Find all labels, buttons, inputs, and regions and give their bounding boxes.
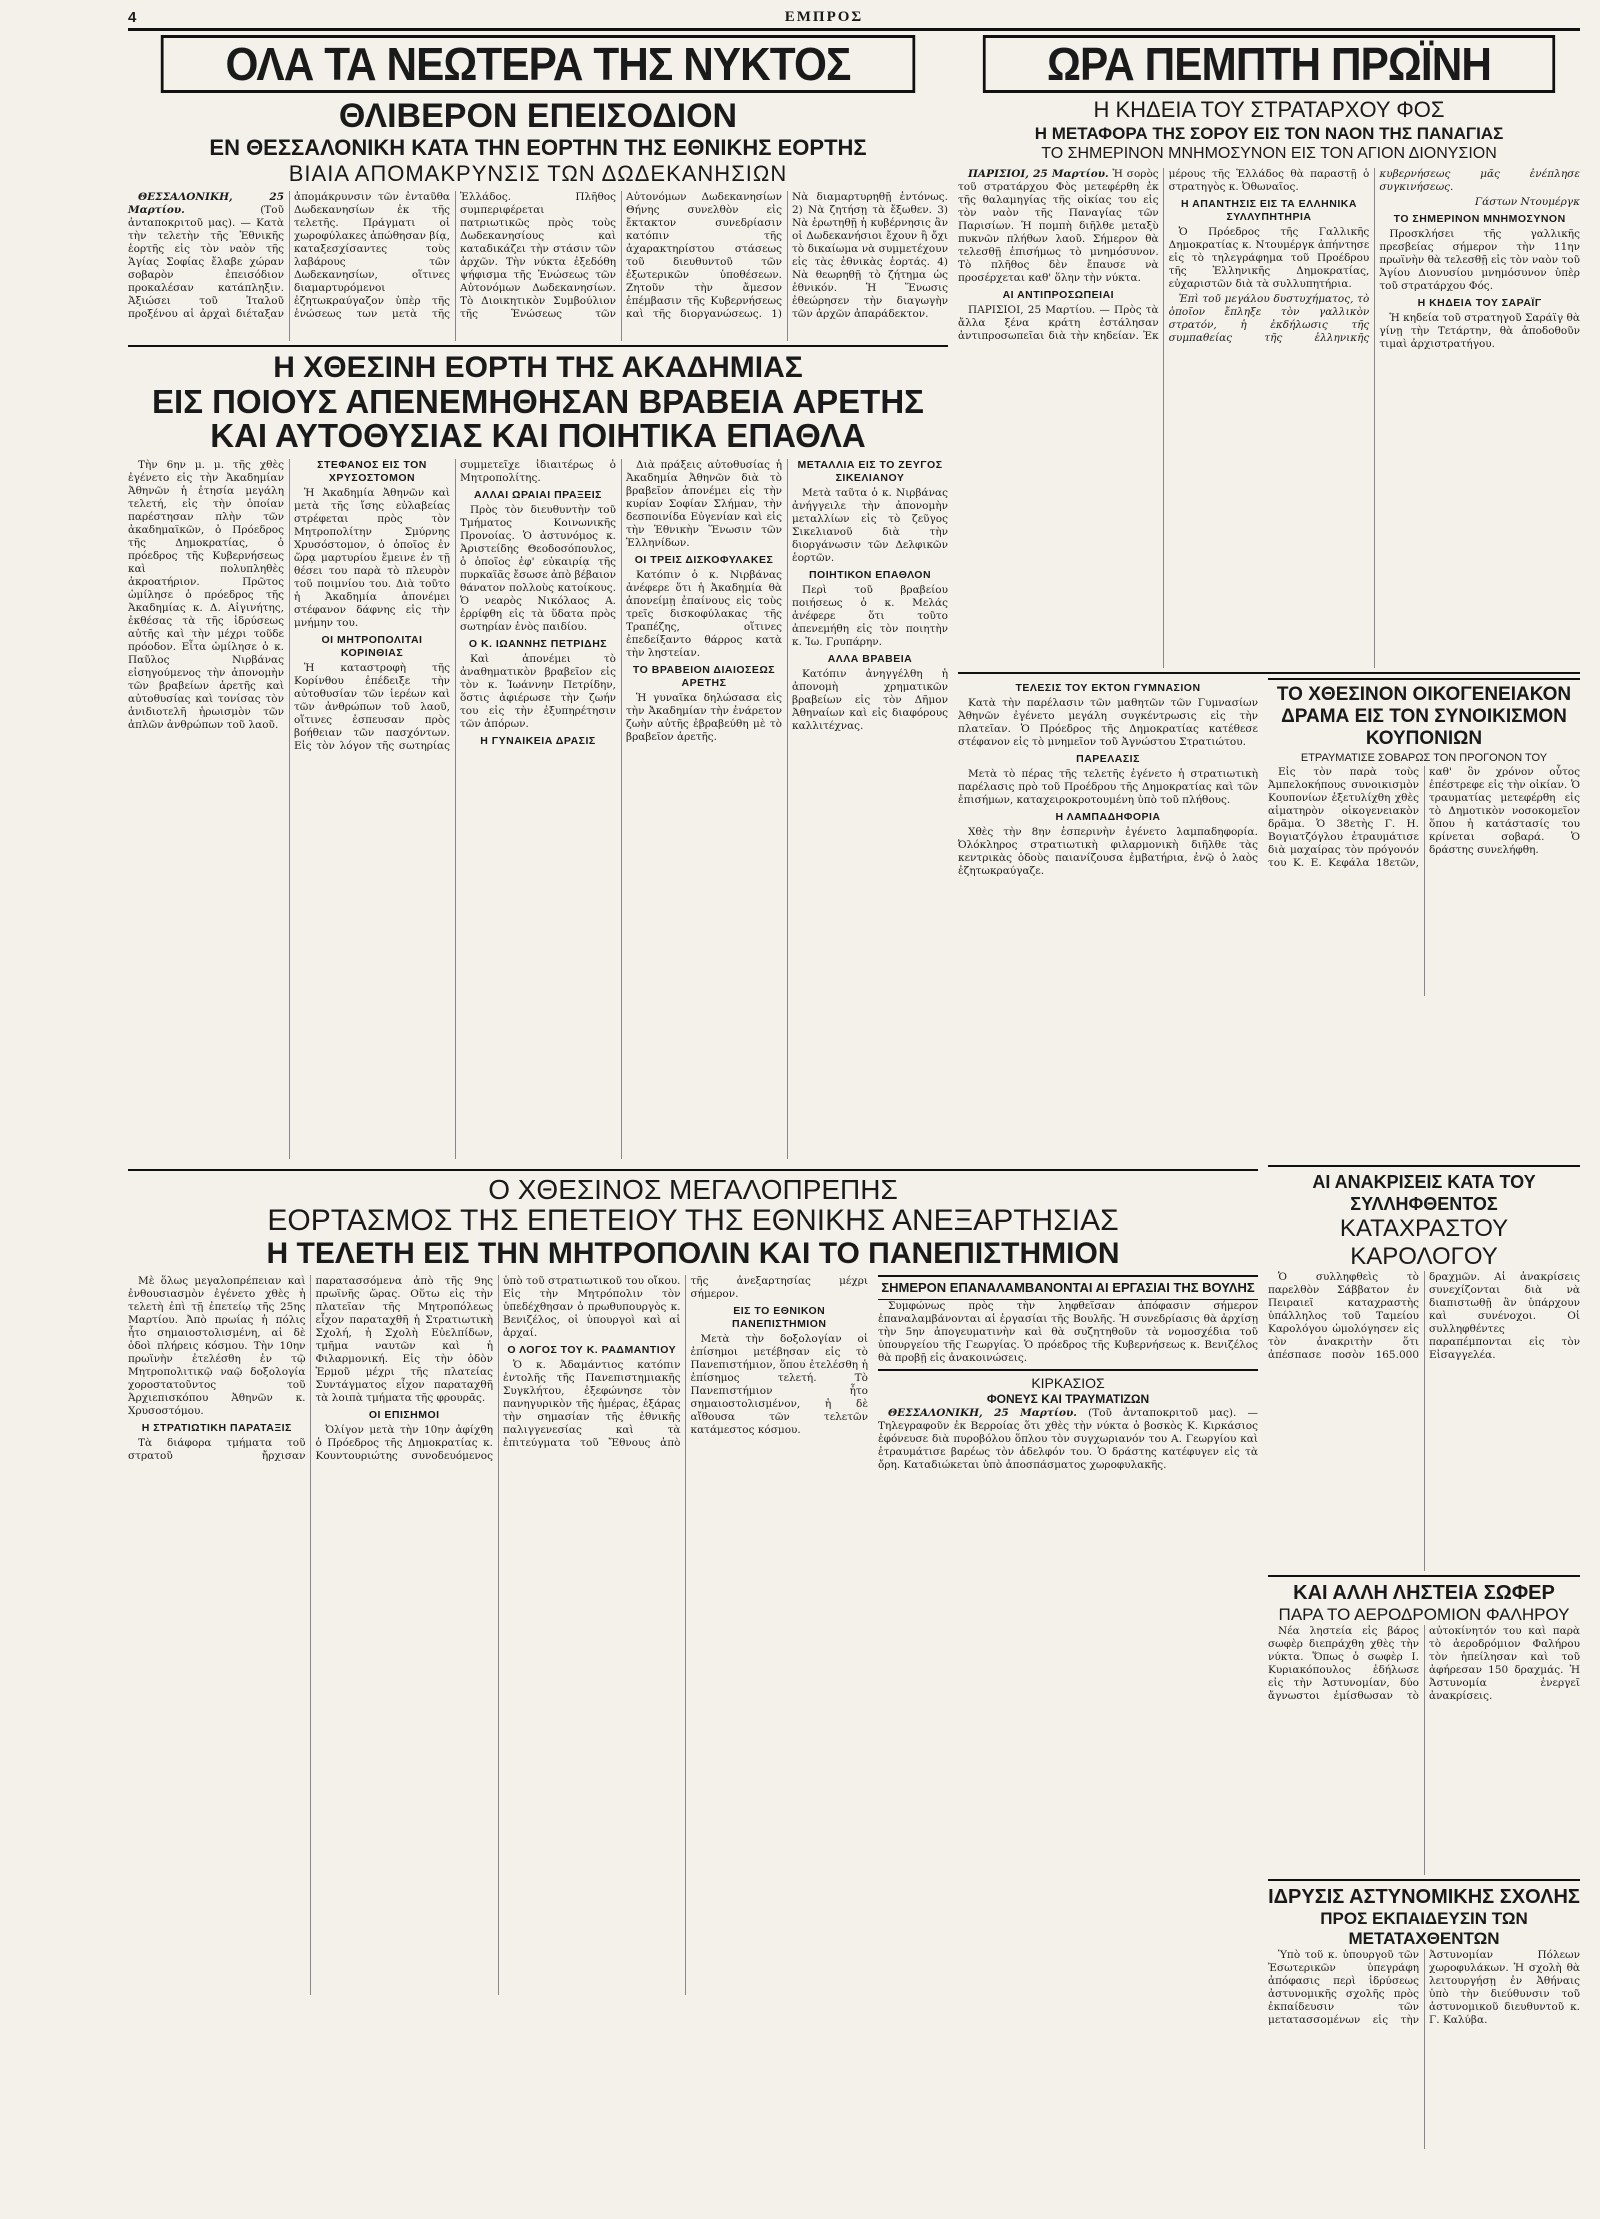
school-headline: ΙΔΡΥΣΙΣ ΑΣΤΥΝΟΜΙΚΗΣ ΣΧΟΛΗΣ (1268, 1886, 1580, 1908)
academy-sub6: ΟΙ ΤΡΕΙΣ ΔΙΣΚΟΦΥΛΑΚΕΣ (634, 554, 774, 566)
academy-p4: Πρὸς τὸν διευθυντὴν τοῦ Τμήματος Κοινωνικῆς Προνοίας. Ὁ ἀστυνόμος κ. Ἀριστείδης Θεοδοσόπουλος, ὁ ὁποῖος ἐφ' εὐκαιρίᾳ τῆς πυρκαϊᾶς ἔσωσε ἀπὸ βέβαιον θάνατον πολλοὺς κατοίκους. Ὁ νεαρὸς Νικόλαος Α. ἐρρίφθη εἰς τὰ ὕδατα πρὸς σωτηρίαν ἑνὸς παιδίου. (460, 504, 616, 633)
chamber-headline: ΣΗΜΕΡΟΝ ΕΠΑΝΑΛΑΜΒΑΝΟΝΤΑΙ ΑΙ ΕΡΓΑΣΙΑΙ ΤΗΣ ΒΟΥΛΗΣ (878, 1275, 1258, 1300)
memorial-sub1: ΤΕΛΕΣΙΣ ΤΟΥ ΕΚΤΟΝ ΓΥΜΝΑΣΙΟΝ (1015, 682, 1201, 694)
robbery-headline: ΑΙ ΑΝΑΚΡΙΣΕΙΣ ΚΑΤΑ ΤΟΥ ΣΥΛΛΗΦΘΕΝΤΟΣ (1268, 1165, 1580, 1215)
celebration-sub3: Ο ΛΟΓΟΣ ΤΟΥ Κ. ΡΑΔΜΑΝΤΙΟΥ (507, 1344, 677, 1356)
driver-deck: ΠΑΡΑ ΤΟ ΑΕΡΟΔΡΟΜΙΟΝ ΦΑΛΗΡΟΥ (1278, 1605, 1570, 1624)
celebration-sub2: ΟΙ ΕΠΙΣΗΜΟΙ (368, 1409, 440, 1421)
academy-sub4: Ο Κ. ΙΩΑΝΝΗΣ ΠΕΤΡΙΔΗΣ (468, 638, 608, 650)
memorial-p1: Κατὰ τὴν παρέλασιν τῶν μαθητῶν τῶν Γυμνασίων Ἀθηνῶν ἐγένετο μεγάλη συγκέντρωσις εἰς τὴν πλατεῖαν. Ὁ Πρόεδρος τῆς Δημοκρατίας κατέθεσε στέφανον εἰς τὸ μνημεῖον τοῦ Ἀγνώστου Στρατιώτου. (958, 697, 1258, 748)
funeral-text: Ἡ σορὸς τοῦ στρατάρχου Φὸς μετεφέρθη ἐκ τῆς θαλαμηγίας τῆς οἰκίας του εἰς τὸν ναὸν τῆς Παναγίας τῶν Παρισίων. Ἡ πομπὴ διῆλθε μεταξὺ πυκνῶν πλήθων λαοῦ. Σήμερον θὰ τελεσθῇ ἐπισήμως τὸ μνημόσυνον. Τὸ πλῆθος δὲν ἔπαυσε νὰ προσέρχεται καθ' ὅλην τὴν νύκτα. (958, 168, 1159, 284)
academy-sub2: ΟΙ ΜΗΤΡΟΠΟΛΙΤΑΙ ΚΟΡΙΝΘΙΑΣ (321, 634, 423, 659)
celebration-p4: Ὁ κ. Ἀδαμάντιος κατόπιν ἐντολῆς τῆς Πανεπιστημιακῆς Συγκλήτου, ἐξεφώνησε τὸν πανηγυρικὸν τῆς ἡμέρας, ἐξάρας τὴν σημασίαν τῆς ἐθνικῆς παλιγγενεσίας καὶ τὰ ἐπιτεύγματα τοῦ Ἔθνους ἀπὸ τῆς ἀνεξαρτησίας μέχρι σήμερον. (503, 1275, 868, 1449)
right-lower-block (1268, 1165, 1580, 2149)
funeral-dateline: ΠΑΡΙΣΙΟΙ, 25 Μαρτίου. (968, 168, 1109, 180)
school-text: Ὑπὸ τοῦ κ. ὑπουργοῦ τῶν Ἐσωτερικῶν ὑπεγράφη ἀπόφασις περὶ ἱδρύσεως ἀστυνομικῆς σχολῆς πρὸς ἐκπαίδευσιν τῶν μετατασσομένων εἰς τὴν Ἀστυνομίαν Πόλεων χωροφυλάκων. Ἡ σχολὴ θὰ λειτουργήσῃ ἐν Ἀθήναις ὑπὸ τὴν διεύθυνσιν τοῦ ἀστυνομικοῦ διευθυντοῦ κ. Γ. Καλύβα. (1268, 1949, 1580, 2026)
center-column (878, 1275, 1258, 1995)
academy-sub3: ΑΛΛΑΙ ΩΡΑΙΑΙ ΠΡΑΞΕΙΣ (474, 489, 602, 501)
academy-p11: Κατόπιν ἀνηγγέλθη ἡ ἀπονομὴ χρηματικῶν βραβείων εἰς τὸν Δῆμον Ἀθηναίων καὶ εἰς διαφόρους καλλιτέχνας. (792, 668, 948, 732)
funeral-quote: Ἐπὶ τοῦ μεγάλου δυστυχήματος, τὸ ὁποῖον ἔπληξε τὸν γαλλικὸν στρατόν, ἡ ἐκδήλωσις τῆς συμπαθείας τῆς ἑλληνικῆς κυβερνήσεως μᾶς ἐνέπλησε συγκινήσεως. (1168, 168, 1580, 344)
masthead: ΕΜΠΡΟΣ (784, 8, 864, 25)
incident-dateline: ΘΕΣΣΑΛΟΝΙΚΗ, 25 Μαρτίου. (128, 191, 284, 216)
divider (1268, 1879, 1580, 1881)
divider (128, 1169, 1258, 1171)
funeral-p4: Προσκλήσει τῆς γαλλικῆς πρεσβείας σήμερον τὴν 11ην πρωϊνὴν θὰ τελεσθῇ εἰς τὸν ναὸν τοῦ Ἁγίου Διονυσίου μνημόσυνον ὑπὲρ τοῦ στρατάρχου Φός. (1379, 228, 1580, 292)
funeral-p5: Ἡ κηδεία τοῦ στρατηγοῦ Σαράϊγ θὰ γίνῃ τὴν Τετάρτην, θὰ ἀποδοθοῦν τιμαὶ ἀρχιστρατήγου. (1379, 312, 1580, 350)
divider (1268, 1575, 1580, 1577)
driver-headline: ΚΑΙ ΑΛΛΗ ΛΗΣΤΕΙΑ ΣΩΦΕΡ (1293, 1582, 1555, 1604)
school-deck: ΠΡΟΣ ΕΚΠΑΙΔΕΥΣΙΝ ΤΩΝ ΜΕΤΑΤΑΧΘΕΝΤΩΝ (1320, 1909, 1528, 1948)
academy-p10: Περὶ τοῦ βραβείου ποιήσεως ὁ κ. Μελάς ἀνέφερε ὅτι τοῦτο ἀπενεμήθη εἰς τὸν ποιητὴν κ. Ἰω. Γρυπάρην. (792, 584, 948, 648)
memorial-sub2: ΠΑΡΕΛΑΣΙΣ (1076, 753, 1140, 765)
right-section (958, 35, 1580, 1159)
family-headline: ΤΟ ΧΘΕΣΙΝΟΝ ΟΙΚΟΓΕΝΕΙΑΚΟΝ ΔΡΑΜΑ ΕΙΣ ΤΟΝ ΣΥΝΟΙΚΙΣΜΟΝ ΚΟΥΠΟΝΙΩΝ (1268, 678, 1580, 750)
driver-text: Νέα ληστεία εἰς βάρος σωφὲρ διεπράχθη χθὲς τὴν νύκτα. Ὅπως ὁ σωφὲρ Ι. Κυριακόπουλος ἐδήλωσε εἰς τὴν Ἀστυνομίαν, δύο ἄγνωστοι ἐμίσθωσαν τὸ αὐτοκίνητόν του καὶ παρὰ τὸ ἀεροδρόμιον Φαλήρου τὸν ἠπείλησαν καὶ τοῦ ἀφήρεσαν 150 δραχμάς. Ἡ Ἀστυνομία ἐνεργεῖ ἀνακρίσεις. (1268, 1625, 1580, 1702)
right-banner: ΩΡΑ ΠΕΜΠΤΗ ΠΡΩΪΝΗ (983, 35, 1555, 93)
family-text: Εἰς τὸν παρὰ τοὺς Ἀμπελοκήπους συνοικισμὸν Κουπονίων ἐξετυλίχθη χθὲς αἱματηρὸν οἰκογενειακὸν δρᾶμα. Ὁ 38ετὴς Γ. Η. Βογιατζόγλου ἐτραυμάτισε διὰ μαχαίρας τὸν πρόγονόν του Κ. Ε. Κεφάλα 18ετῶν, καθ' ὃν χρόνον οὗτος ἐπέστρεφε εἰς τὴν οἰκίαν. Ὁ τραυματίας μετεφέρθη εἰς τὸ Δημοτικὸν νοσοκομεῖον ὅπου ἡ κατάστασίς του κρίνεται σοβαρά. Ὁ δράστης συνελήφθη. (1268, 766, 1580, 869)
academy-p3: Ἡ καταστροφὴ τῆς Κορίνθου ἐπέδειξε τὴν αὐτοθυσίαν τῶν ἱερέων καὶ τῶν ἀνθρώπων τοῦ λαοῦ, οἵτινες ἐσπευσαν πρὸς βοήθειαν τῶν πασχόντων. Εἰς τὸν λόγον τῆς σωτηρίας συμμετεῖχε ἰδιαιτέρως ὁ Μητροπολίτης. (294, 459, 616, 752)
celebration-body (128, 1275, 868, 1995)
academy-p7: Κατόπιν ὁ κ. Νιρβάνας ἀνέφερε ὅτι ἡ Ἀκαδημία θὰ ἀπονείμῃ ἐπαίνους εἰς τοὺς τρεῖς δισκοφύλακας τῆς Τραπέζης, οἵτινες ἐπεδείξαντο θάρρος κατὰ τὴν ληστείαν. (626, 569, 782, 659)
kirkasios-dateline: ΘΕΣΣΑΛΟΝΙΚΗ, 25 Μαρτίου. (888, 1407, 1077, 1419)
academy-p8: Ἡ γυναῖκα δηλώσασα εἰς τὴν Ἀκαδημίαν τὴν ἐνάρετον ζωὴν αὐτῆς ἐβραβεύθη μὲ τὸ βραβεῖον ἀρετῆς. (626, 692, 782, 743)
academy-deck: ΕΙΣ ΠΟΙΟΥΣ ΑΠΕΝΕΜΗΘΗΣΑΝ ΒΡΑΒΕΙΑ ΑΡΕΤΗΣ ΚΑΙ ΑΥΤΟΘΥΣΙΑΣ ΚΑΙ ΠΟΙΗΤΙΚΑ ΕΠΑΘΛΑ (152, 383, 924, 454)
funeral-sub2: Η ΑΠΑΝΤΗΣΙΣ ΕΙΣ ΤΑ ΕΛΛΗΝΙΚΑ ΣΥΛΛΥΠΗΤΗΡΙΑ (1181, 198, 1357, 223)
academy-p5: Καὶ ἀπονέμει τὸ ἀναθηματικὸν βραβεῖον εἰς τὸν κ. Ἰωάννην Πετρίδην, ὅστις ἀφιέρωσε τὴν ζωήν του εἰς τὴν ἐξυπηρέτησιν τῶν ἀπόρων. (460, 653, 616, 730)
driver-body (1268, 1625, 1580, 1875)
kirkasios-headline: ΚΙΡΚΑΣΙΟΣ (1031, 1375, 1105, 1391)
left-section (128, 35, 948, 1159)
funeral-signature: Γάστων Ντουμέργκ (1474, 196, 1580, 208)
funeral-sub1: ΑΙ ΑΝΤΙΠΡΟΣΩΠΕΙΑΙ (1002, 289, 1115, 301)
celebration-headline: Ο ΧΘΕΣΙΝΟΣ ΜΕΓΑΛΟΠΡΕΠΗΣ (488, 1174, 898, 1205)
family-drama-block (1268, 678, 1580, 996)
funeral-p2: ΠΑΡΙΣΙΟΙ, 25 Μαρτίου. — Πρὸς τὰ ἄλλα ξένα κράτη ἐστάλησαν ἀντιπροσωπεῖαι διὰ τὴν κηδείαν. Ἐκ μέρους τῆς Ἑλλάδος θὰ παραστῇ ὁ στρατηγὸς κ. Ὀθωναῖος. (958, 168, 1370, 342)
divider (958, 672, 1580, 674)
page-header (128, 6, 1580, 31)
page-number: 4 (128, 8, 137, 26)
incident-headline: ΘΛΙΒΕΡΟΝ ΕΠΕΙΣΟΔΙΟΝ (338, 97, 738, 135)
academy-sub8: ΜΕΤΑΛΛΙΑ ΕΙΣ ΤΟ ΖΕΥΓΟΣ ΣΙΚΕΛΙΑΝΟΥ (797, 459, 943, 484)
school-body (1268, 1949, 1580, 2149)
academy-sub1: ΣΤΕΦΑΝΟΣ ΕΙΣ ΤΟΝ ΧΡΥΣΟΣΤΟΜΟΝ (317, 459, 427, 484)
celebration-deck-1: ΕΟΡΤΑΣΜΟΣ ΤΗΣ ΕΠΕΤΕΙΟΥ ΤΗΣ ΕΘΝΙΚΗΣ ΑΝΕΞΑΡΤΗΣΙΑΣ (267, 1204, 1119, 1237)
funeral-sub3: ΤΟ ΣΗΜΕΡΙΝΟΝ ΜΝΗΜΟΣΥΝΟΝ (1393, 213, 1566, 225)
lower-section (128, 1165, 1580, 2149)
kirkasios-text: (Τοῦ ἀνταποκριτοῦ μας). — Τηλεγραφοῦν ἐκ Βερροίας ὅτι χθὲς τὴν νύκτα ὁ βοσκὸς Κ. Κιρκάσιος ἐφόνευσε διὰ πυροβόλου ὅπλου τὸν συγχωριανόν του Α. Γεωργίου καὶ ἐτραυμάτισε βαρέως τὸν ἀδελφόν του. Ὁ δράστης κατέφυγεν εἰς τὰ ὄρη. Καταδιώκεται ὑπὸ ἀποσπάσματος χωροφυλακῆς. (878, 1407, 1258, 1471)
academy-p9: Μετὰ ταῦτα ὁ κ. Νιρβάνας ἀνήγγειλε τὴν ἀπονομὴν μεταλλίων εἰς τὸ ζεῦγος Σικελιανοῦ διὰ τὴν διοργάνωσιν τῶν Δελφικῶν ἑορτῶν. (792, 487, 948, 564)
incident-deck-2: ΒΙΑΙΑ ΑΠΟΜΑΚΡΥΝΣΙΣ ΤΩΝ ΔΩΔΕΚΑΝΗΣΙΩΝ (288, 161, 788, 186)
family-body (1268, 766, 1580, 996)
funeral-headline: Η ΚΗΔΕΙΑ ΤΟΥ ΣΤΡΑΤΑΡΧΟΥ ΦΟΣ (1093, 97, 1445, 122)
memorial-p2: Μετὰ τὸ πέρας τῆς τελετῆς ἐγένετο ἡ στρατιωτικὴ παρέλασις πρὸ τοῦ Προέδρου τῆς Δημοκρατίας καὶ τῶν ἐπισήμων, καταχειροκροτουμένη ὑπὸ τοῦ πλήθους. (958, 768, 1258, 806)
chamber-text: Συμφώνως πρὸς τὴν ληφθεῖσαν ἀπόφασιν σήμερον ἐπαναλαμβάνονται αἱ ἐργασίαι τῆς Βουλῆς. Ἡ συνεδρίασις θὰ ἀρχίσῃ τὴν 5ην ἀπογευματινὴν καὶ θὰ συζητηθοῦν τὰ νομοσχέδια τοῦ ὑπουργείου τῆς Γεωργίας. Ὁ πρόεδρος τῆς Κυβερνήσεως κ. Βενιζέλος θὰ προβῇ εἰς ἀνακοινώσεις. (878, 1300, 1258, 1364)
academy-sub5: Η ΓΥΝΑΙΚΕΙΑ ΔΡΑΣΙΣ (480, 735, 596, 747)
top-section (128, 35, 1580, 1159)
celebration-columns (128, 1275, 1258, 1995)
robbery-text: Ὁ συλληφθεὶς τὸ παρελθὸν Σάββατον ἐν Πειραιεῖ καταχραστὴς ὑπάλληλος τοῦ Ταμείου Καρολόγου ὡμολόγησεν εἰς τὸν ἀνακριτὴν ὅτι ἀπέσπασε ποσὸν 165.000 δραχμῶν. Αἱ ἀνακρίσεις συνεχίζονται διὰ νὰ διαπιστωθῇ ἂν ὑπάρχουν καὶ συνένοχοι. Οἱ συλληφθέντες παραπέμπονται εἰς τὸν Εἰσαγγελέα. (1268, 1271, 1580, 1361)
celebration-sub4: ΕΙΣ ΤΟ ΕΘΝΙΚΟΝ ΠΑΝΕΠΙΣΤΗΜΙΟΝ (732, 1305, 827, 1330)
celebration-block (128, 1165, 1258, 2149)
celebration-deck-2: Η ΤΕΛΕΤΗ ΕΙΣ ΤΗΝ ΜΗΤΡΟΠΟΛΙΝ ΚΑΙ ΤΟ ΠΑΝΕΠΙΣΤΗΜΙΟΝ (266, 1237, 1120, 1270)
divider (878, 1369, 1258, 1371)
celebration-p3: Ὀλίγον μετὰ τὴν 10ην ἀφίχθη ὁ Πρόεδρος τῆς Δημοκρατίας κ. Κουντουριώτης συνοδευόμενος ὑπὸ τοῦ στρατιωτικοῦ του οἴκου. Εἰς τὴν Μητρόπολιν τὸν ὑπεδέχθησαν ὁ πρωθυπουργὸς κ. Βενιζέλος, οἱ ὑπουργοὶ καὶ αἱ ἀρχαί. (315, 1275, 681, 1462)
academy-sub9: ΠΟΙΗΤΙΚΟΝ ΕΠΑΘΛΟΝ (808, 569, 932, 581)
right-lower-split (958, 678, 1580, 996)
academy-headline: Η ΧΘΕΣΙΝΗ ΕΟΡΤΗ ΤΗΣ ΑΚΑΔΗΜΙΑΣ (273, 351, 803, 384)
funeral-sub4: Η ΚΗΔΕΙΑ ΤΟΥ ΣΑΡΑΪΓ (1417, 297, 1542, 309)
academy-body (128, 459, 948, 1159)
funeral-body (958, 168, 1580, 668)
academy-p1: Τὴν 6ην μ. μ. τῆς χθὲς ἐγένετο εἰς τὴν Ἀκαδημίαν Ἀθηνῶν ἡ ἐτησία μεγάλη τελετή, εἰς τὴν ὁποίαν παρέστησαν πλὴν τῶν ἀκαδημαϊκῶν, ὁ Πρόεδρος τῆς Δημοκρατίας, ὁ πρόεδρος τῆς Κυβερνήσεως καὶ πολυπληθὲς ἀκροατήριον. Πρῶτος ὡμίλησε ὁ πρόεδρος τῆς Ἀκαδημίας κ. Δ. Αἰγινήτης, ἐκθέσας τὰ τῆς ἱδρύσεως αὐτῆς καὶ τὴν μέχρι τοῦδε πρόοδον. Εἶτα ὡμίλησε ὁ κ. Παῦλος Νιρβάνας εἰσηγούμενος τὴν ἀπονομὴν τῶν βραβείων ἀρετῆς καὶ αὐτοθυσίας καὶ τονίσας τὸν ἀνιδιοτελῆ ἡρωισμὸν τῶν ἀπλῶν ἀνθρώπων τοῦ λαοῦ. (128, 459, 284, 731)
academy-sub10: ΑΛΛΑ ΒΡΑΒΕΙΑ (827, 653, 913, 665)
memorial-sub3: Η ΛΑΜΠΑΔΗΦΟΡΙΑ (1055, 811, 1161, 823)
memorial-p3: Χθὲς τὴν 8ην ἑσπερινὴν ἐγένετο λαμπαδηφορία. Ὀλόκληρος στρατιωτικὴ φιλαρμονικὴ διῆλθε τὰς κεντρικὰς ὁδοὺς παιανίζουσα ἐμβατήρια, ἐνῷ ὁ λαὸς ἐζητωκραύγαζε. (958, 826, 1258, 877)
left-banner: ΟΛΑ ΤΑ ΝΕΩΤΕΡΑ ΤΗΣ ΝΥΚΤΟΣ (161, 35, 915, 93)
celebration-sub1: Η ΣΤΡΑΤΙΩΤΙΚΗ ΠΑΡΑΤΑΞΙΣ (141, 1422, 292, 1434)
incident-body (128, 191, 948, 341)
celebration-p2: Τὰ διάφορα τμήματα τοῦ στρατοῦ ἤρχισαν παρατασσόμενα ἀπὸ τῆς 9ης πρωϊνῆς ὥρας. Οὕτω εἰς τὴν πλατεῖαν τῆς Μητροπόλεως εἶχον παραταχθῆ ἡ Στρατιωτικὴ Σχολή, ἡ Σχολὴ Εὐελπίδων, τμῆμα ναυτῶν καὶ ἡ Φιλαρμονική. Εἰς τὴν ὁδὸν Ἑρμοῦ μέχρι τῆς πλατείας Συντάγματος εἶχον παραταχθῆ τὰ λοιπὰ τμήματα τῆς φρουρᾶς. (128, 1275, 493, 1462)
celebration-p5: Μετὰ τὴν δοξολογίαν οἱ ἐπίσημοι μετέβησαν εἰς τὸ Πανεπιστήμιον, ὅπου ἐτελέσθη ἡ ἐπίσημος τελετή. Τὸ Πανεπιστήμιον ἦτο σημαιοστολισμένον, ἡ δὲ αἴθουσα τῶν τελετῶν κατάμεστος κόσμου. (690, 1333, 868, 1436)
robbery-deck: ΚΑΤΑΧΡΑΣΤΟΥ ΚΑΡΟΛΟΓΟΥ (1339, 1215, 1509, 1270)
incident-deck-1: ΕΝ ΘΕΣΣΑΛΟΝΙΚΗ ΚΑΤΑ ΤΗΝ ΕΟΡΤΗΝ ΤΗΣ ΕΘΝΙΚΗΣ ΕΟΡΤΗΣ (209, 135, 867, 160)
funeral-deck-2: ΤΟ ΣΗΜΕΡΙΝΟΝ ΜΝΗΜΟΣΥΝΟΝ ΕΙΣ ΤΟΝ ΑΓΙΟΝ ΔΙΟΝΥΣΙΟΝ (1041, 145, 1497, 162)
celebration-p1: Μὲ ὅλως μεγαλοπρέπειαν καὶ ἐνθουσιασμὸν ἐγένετο χθὲς ἡ τελετὴ ἐπὶ τῇ ἐπετείῳ τῆς 25ης Μαρτίου. Ἀπὸ πρωίας ἡ πόλις ἦτο σημαιοστολισμένη, αἱ δὲ ὁδοὶ πλήρεις κόσμου. Τὴν 10ην πρωϊνὴν ἐτελέσθη ἐν τῷ Μητροπολιτικῷ ναῷ δοξολογία χοροστατοῦντος τοῦ Ἀρχιεπισκόπου Ἀθηνῶν κ. Χρυσοστόμου. (128, 1275, 306, 1417)
kirkasios-body (878, 1407, 1258, 1472)
academy-p2: Ἡ Ἀκαδημία Ἀθηνῶν καὶ μετὰ τῆς ἴσης εὐλαβείας στρέφεται πρὸς τὸν Μητροπολίτην Σμύρνης Χρυσόστομον, ὁ ὁποῖος ἐν ὥρᾳ μαρτυρίου ἔμεινε ἐν τῇ θέσει του παρὰ τὸ πλευρὸν τοῦ ποιμνίου του. Διὰ τοῦτο ἡ Ἀκαδημία ἀπονέμει στέφανον δάφνης εἰς τὴν μνήμην του. (294, 487, 450, 629)
family-deck: ΕΤΡΑΥΜΑΤΙΣΕ ΣΟΒΑΡΩΣ ΤΟΝ ΠΡΟΓΟΝΟΝ ΤΟΥ (1300, 752, 1548, 764)
funeral-p3: Ὁ Πρόεδρος τῆς Γαλλικῆς Δημοκρατίας κ. Ντουμέργκ ἀπήντησε εἰς τὸ τηλεγράφημα τοῦ Προέδρου τῆς Ἑλληνικῆς Δημοκρατίας, εὐχαριστῶν διὰ τὰ συλλυπητήρια. (1168, 226, 1370, 290)
chamber-body (878, 1300, 1258, 1365)
academy-sub7: ΤΟ ΒΡΑΒΕΙΟΝ ΔΙΑΙΟΣΕΩΣ ΑΡΕΤΗΣ (632, 664, 776, 689)
academy-p6: Διὰ πράξεις αὐτοθυσίας ἡ Ἀκαδημία Ἀθηνῶν διὰ τὸ βραβεῖον ἀπονέμει εἰς τὴν κυρίαν Σοφίαν Σλήμαν, τὴν δεσποινίδα Εὐγενίαν καὶ εἰς τὴν Ἐθνικὴν Ἕνωσιν τῶν Ἑλληνίδων. (626, 459, 782, 549)
robbery-body (1268, 1271, 1580, 1571)
divider (128, 345, 948, 347)
incident-text: (Τοῦ ἀνταποκριτοῦ μας). — Κατὰ τὴν τελετὴν τῆς Ἐθνικῆς ἑορτῆς εἰς τὸν ναὸν τῆς Ἁγίας Σοφίας ἔλαβε χώραν σοβαρὸν ἐπεισόδιον προκαλέσαν κατάπληξιν. Ἀξιώσει τοῦ Ἰταλοῦ προξένου αἱ ἀρχαὶ διέταξαν ἀπομάκρυνσιν τῶν ἐνταῦθα Δωδεκανησίων ἐκ τῆς τελετῆς. Πράγματι οἱ χωροφύλακες ἀπώθησαν βίᾳ, καταξεσχίσαντες τοὺς λαβάρους τῶν Δωδεκανησίων, οἵτινες διαμαρτυρόμενοι ἐζητωκραύγαζον ὑπὲρ τῆς ἑνώσεως των μετὰ τῆς Ἑλλάδος. Πλῆθος συμπεριφέρεται πατριωτικῶς πρὸς τοὺς Δωδεκανησίους καὶ καταδικάζει τὴν στάσιν τῶν ἀρχῶν. Τὴν νύκτα ἐξεδόθη ψήφισμα τῆς Ἑνώσεως τῶν Αὐτονόμων Δωδεκανησίων. Τὸ Διοικητικὸν Συμβούλιον τῆς Ἑνώσεως τῶν Αὐτονόμων Δωδεκανησίων Θήνης συνελθὸν εἰς ἔκτακτον συνεδρίασιν κατόπιν τῆς ἀχαρακτηρίστου στάσεως τοῦ διευθυντοῦ τῶν ἐξωτερικῶν ὑποθέσεων. Ζητοῦν τὴν ἄμεσον ἐπέμβασιν τῆς Κυβερνήσεως καὶ τῆς διοργανώσεως. 1) Νὰ διαμαρτυρηθῇ ἐντόνως. 2) Νὰ ζητήσῃ τὰ ἔξωθεν. 3) Νὰ ἐρωτηθῇ ἡ κυβέρνησις ἂν οἱ Δωδεκανήσιοι ἔχουν ἢ ὄχι τὸ δικαίωμα νὰ συμμετέχουν εἰς τὰς ἐθνικὰς ἑορτάς. 4) Νὰ θεωρηθῇ τὸ ζήτημα ὡς ἐθνικόν. Ἡ Ἕνωσις ἐθεώρησεν τὴν διαγωγὴν τῶν ἀρχῶν ἀπαράδεκτον. (128, 191, 948, 320)
funeral-deck-1: Η ΜΕΤΑΦΟΡΑ ΤΗΣ ΣΟΡΟΥ ΕΙΣ ΤΟΝ ΝΑΟΝ ΤΗΣ ΠΑΝΑΓΙΑΣ (1034, 124, 1504, 143)
memorial-column (958, 678, 1258, 996)
kirkasios-deck: ΦΟΝΕΥΣ ΚΑΙ ΤΡΑΥΜΑΤΙΖΩΝ (986, 1392, 1150, 1406)
